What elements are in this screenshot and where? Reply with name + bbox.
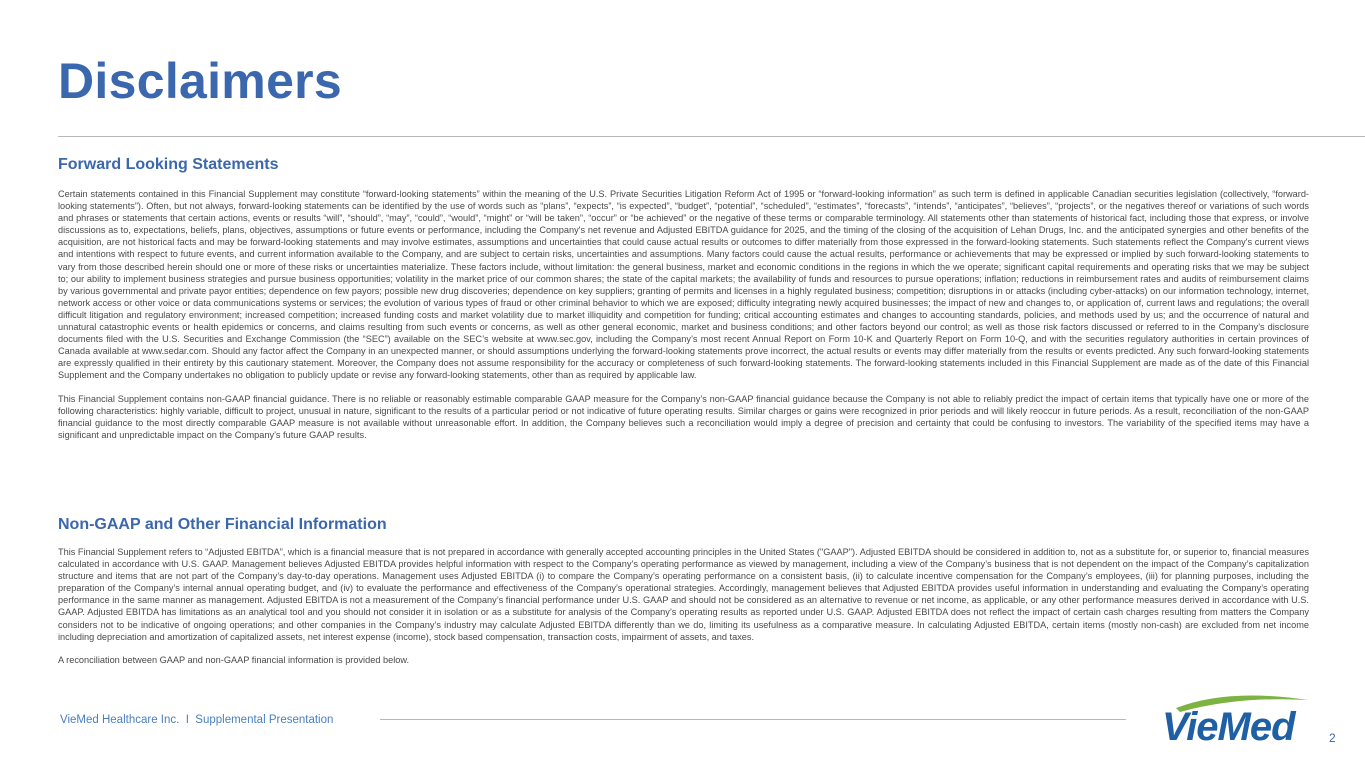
title-divider xyxy=(58,136,1365,137)
footer-text: VieMed Healthcare Inc. I Supplemental Presentation xyxy=(60,714,334,726)
non-gaap-section xyxy=(58,515,1309,666)
page-number: 2 xyxy=(1329,731,1336,745)
forward-looking-section xyxy=(58,155,1309,441)
forward-looking-paragraph-2: This Financial Supplement contains non-GAAP financial guidance. There is no reliable or reasonably estimable comparable GAAP measure for the Company’s non-GAAP financial guidance because the Company is not able to reliably predict the impact of certain items that typically have one or more of the following characteristics: highly variable, difficult to project, unusual in nature, significant to the results of a particular period or not indicative of future operating results. Similar charges or gains were recognized in prior periods and will likely reoccur in future periods. As a result, reconciliation of the non-GAAP financial guidance to the most directly comparable GAAP measure is not available without unreasonable effort. In addition, the Company believes such a reconciliation would imply a degree of precision and certainty that could be confusing to investors. The variability of the specified items may have a significant and unpredictable impact on the Company’s future GAAP results. xyxy=(58,393,1309,440)
page-title: Disclaimers xyxy=(58,53,343,109)
viemed-logo xyxy=(1158,692,1310,744)
non-gaap-paragraph-1: This Financial Supplement refers to “Adjusted EBITDA”, which is a financial measure that is not prepared in accordance with generally accepted accounting principles in the United States ("GAAP"). Adjusted EBITDA should be considered in addition to, not as a substitute for, or superior to, financial measures calculated in accordance with U.S. GAAP. Management believes Adjusted EBITDA provides helpful information with respect to the Company’s operating performance as viewed by management, including a view of the Company’s business that is not dependent on the impact of the Company’s capitalization structure and items that are not part of the Company’s day-to-day operations. Management uses Adjusted EBITDA (i) to compare the Company’s operating performance on a consistent basis, (ii) to calculate incentive compensation for the Company’s employees, (iii) for planning purposes, including the preparation of the Company’s internal annual operating budget, and (iv) to evaluate the performance and effectiveness of the Company’s operational strategies. Accordingly, management believes that Adjusted EBITDA provides useful information in understanding and evaluating the Company’s operating performance in the same manner as management. Adjusted EBITDA is not a measurement of the Company’s financial performance under U.S. GAAP and should not be considered as an alternative to revenue or net income, as applicable, or any other performance measures derived in accordance with U.S. GAAP. Adjusted EBITDA has limitations as an analytical tool and you should not consider it in isolation or as a substitute for analysis of the Company’s operating results as reported under U.S. GAAP. Adjusted EBITDA does not reflect the impact of certain cash charges resulting from matters the Company considers not to be indicative of ongoing operations; and other companies in the Company’s industry may calculate Adjusted EBITDA differently than we do, limiting its usefulness as a comparative measure. In calculating Adjusted EBITDA, certain items (mostly non-cash) are excluded from net income including depreciation and amortization of capitalized assets, net interest expense (income), stock based compensation, transaction costs, impairment of assets, and taxes. xyxy=(58,547,1309,642)
logo-wordmark: VieMed xyxy=(1162,705,1295,744)
forward-looking-paragraph-1: Certain statements contained in this Financial Supplement may constitute “forward-looking statements” within the meaning of the U.S. Private Securities Litigation Reform Act of 1995 or “forward-looking information” as such term is defined in applicable Canadian securities legislation (collectively, “forward-looking statements”). Often, but not always, forward-looking statements can be identified by the use of words such as “plans”, “expects”, “is expected”, “budget”, “potential”, “scheduled”, “estimates”, “forecasts”, “intends”, “anticipates”, “believes”, “projects”, or the negatives thereof or variations of such words and phrases or statements that certain actions, events or results “will”, “should”, “may”, “could”, “would”, “might” or “will be taken”, “occur” or “be achieved” or the negative of these terms or comparable terminology. All statements other than statements of historical fact, including those that express, or involve discussions as to, expectations, beliefs, plans, objectives, assumptions or future events or performance, including the Company's net revenue and Adjusted EBITDA guidance for 2025, and the timing of the closing of the acquisition of Lehan Drugs, Inc. and the anticipated synergies and other benefits of the acquisition, are not historical facts and may be forward-looking statements and may involve estimates, assumptions and uncertainties that could cause actual results or outcomes to differ materially from those expressed in the forward-looking statements. Such statements reflect the Company's current views and intentions with respect to future events, and current information available to the Company, and are subject to certain risks, uncertainties and assumptions. Many factors could cause the actual results, performance or achievements that may be expressed or implied by such forward-looking statements to vary from those described herein should one or more of these risks or uncertainties materialize. These factors include, without limitation: the general business, market and economic conditions in the regions in which the we operate; significant capital requirements and operating risks that we may be subject to; our ability to implement business strategies and pursue business opportunities; volatility in the market price of our common shares; the state of the capital markets; the availability of funds and resources to pursue operations; inflation; reductions in reimbursement rates and audits of reimbursement claims by various governmental and private payor entities; dependence on few payors; possible new drug discoveries; dependence on key suppliers; granting of permits and licenses in a highly regulated business; competition; disruptions in or attacks (including cyber-attacks) on our information technology, internet, network access or other voice or data communications systems or services; the evolution of various types of fraud or other criminal behavior to which we are exposed; difficulty integrating newly acquired businesses; the impact of new and changes to, or application of, current laws and regulations; the overall difficult litigation and regulatory environment; increased competition; increased funding costs and market volatility due to market illiquidity and competition for funding; critical accounting estimates and changes to accounting standards, policies, and methods used by us; and the occurrence of natural and unnatural catastrophic events or health epidemics or concerns, and claims resulting from such events or concerns, as well as other general economic, market and business conditions; and other factors beyond our control; as well as those risk factors discussed or referred to in the Company’s disclosure documents filed with the U.S. Securities and Exchange Commission (the “SEC”) available on the SEC’s website at www.sec.gov, including the Company’s most recent Annual Report on Form 10-K and Quarterly Report on Form 10-Q, and with the securities regulatory authorities in certain provinces of Canada available at www.sedar.com. Should any factor affect the Company in an unexpected manner, or should assumptions underlying the forward-looking statements prove incorrect, the actual results or events may differ materially from the results or events predicted. Any such forward-looking statements are expressly qualified in their entirety by this cautionary statement. Moreover, the Company does not assume responsibility for the accuracy or completeness of such forward-looking statements. The forward-looking statements included in this Financial Supplement are made as of the date of this Financial Supplement and the Company undertakes no obligation to publicly update or revise any forward-looking statements, other than as required by applicable law. xyxy=(58,189,1309,381)
footer-divider xyxy=(380,719,1126,720)
forward-looking-heading: Forward Looking Statements xyxy=(58,156,279,173)
non-gaap-heading: Non-GAAP and Other Financial Information xyxy=(58,516,387,533)
non-gaap-paragraph-2: A reconciliation between GAAP and non-GAAP financial information is provided below. xyxy=(58,654,410,665)
